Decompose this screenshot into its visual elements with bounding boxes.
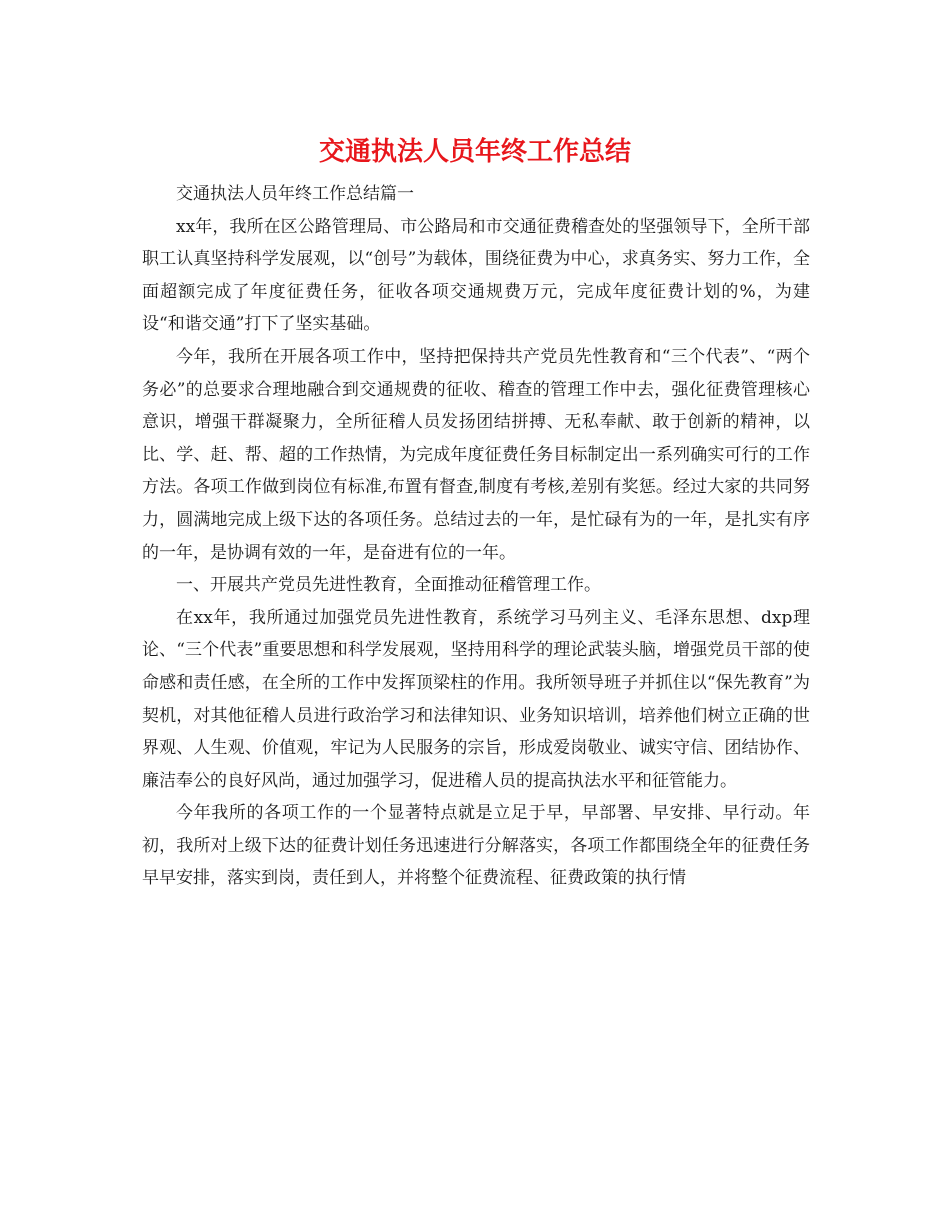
paragraph: 今年我所的各项工作的一个显著特点就是立足于早，早部署、早安排、早行动。年初，我所对上级下达的征费计划任务迅速进行分解落实，各项工作都围绕全年的征费任务早早安排，落实到岗，责任到人，并将整个征费流程、征费政策的执行情 xyxy=(142,803,810,889)
paragraph: xx年，我所在区公路管理局、市公路局和市交通征费稽查处的坚强领导下，全所干部职工认真坚持科学发展观，以“创号”为载体，围绕征费为中心，求真务实、努力工作，全面超额完成了年度征费任务，征收各项交通规费万元，完成年度征费计划的%，为建设“和谐交通”打下了坚实基础。 xyxy=(142,216,810,335)
paragraph: 在xx年，我所通过加强党员先进性教育，系统学习马列主义、毛泽东思想、dxp理论、“三个代表”重要思想和科学发展观，坚持用科学的理论武装头脑，增强党员干部的使命感和责任感，在全所的工作中发挥顶梁柱的作用。我所领导班子并抓住以“保先教育”为契机，对其他征稽人员进行政治学习和法律知识、业务知识培训，培养他们树立正确的世界观、人生观、价值观，牢记为人民服务的宗旨，形成爱岗敬业、诚实守信、团结协作、廉洁奉公的良好风尚，通过加强学习，促进稽人员的提高执法水平和征管能力。 xyxy=(142,607,810,791)
paragraph-subtitle: 交通执法人员年终工作总结篇一 xyxy=(176,184,414,204)
document-body xyxy=(142,178,810,895)
section-heading: 一、开展共产党员先进性教育，全面推动征稽管理工作。 xyxy=(176,575,601,596)
paragraph: 今年，我所在开展各项工作中，坚持把保持共产党员先性教育和“三个代表”、“两个务必”的总要求合理地融合到交通规费的征收、稽查的管理工作中去，强化征费管理核心意识，增强干群凝聚力，全所征稽人员发扬团结拼搏、无私奉献、敢于创新的精神，以比、学、赶、帮、超的工作热情，为完成年度征费任务目标制定出一系列确实可行的工作方法。各项工作做到岗位有标准,布置有督查,制度有考核,差别有奖惩。经过大家的共同努力，圆满地完成上级下达的各项任务。总结过去的一年，是忙碌有为的一年，是扎实有序的一年，是协调有效的一年，是奋进有位的一年。 xyxy=(142,346,810,563)
document-title: 交通执法人员年终工作总结 xyxy=(318,137,631,167)
